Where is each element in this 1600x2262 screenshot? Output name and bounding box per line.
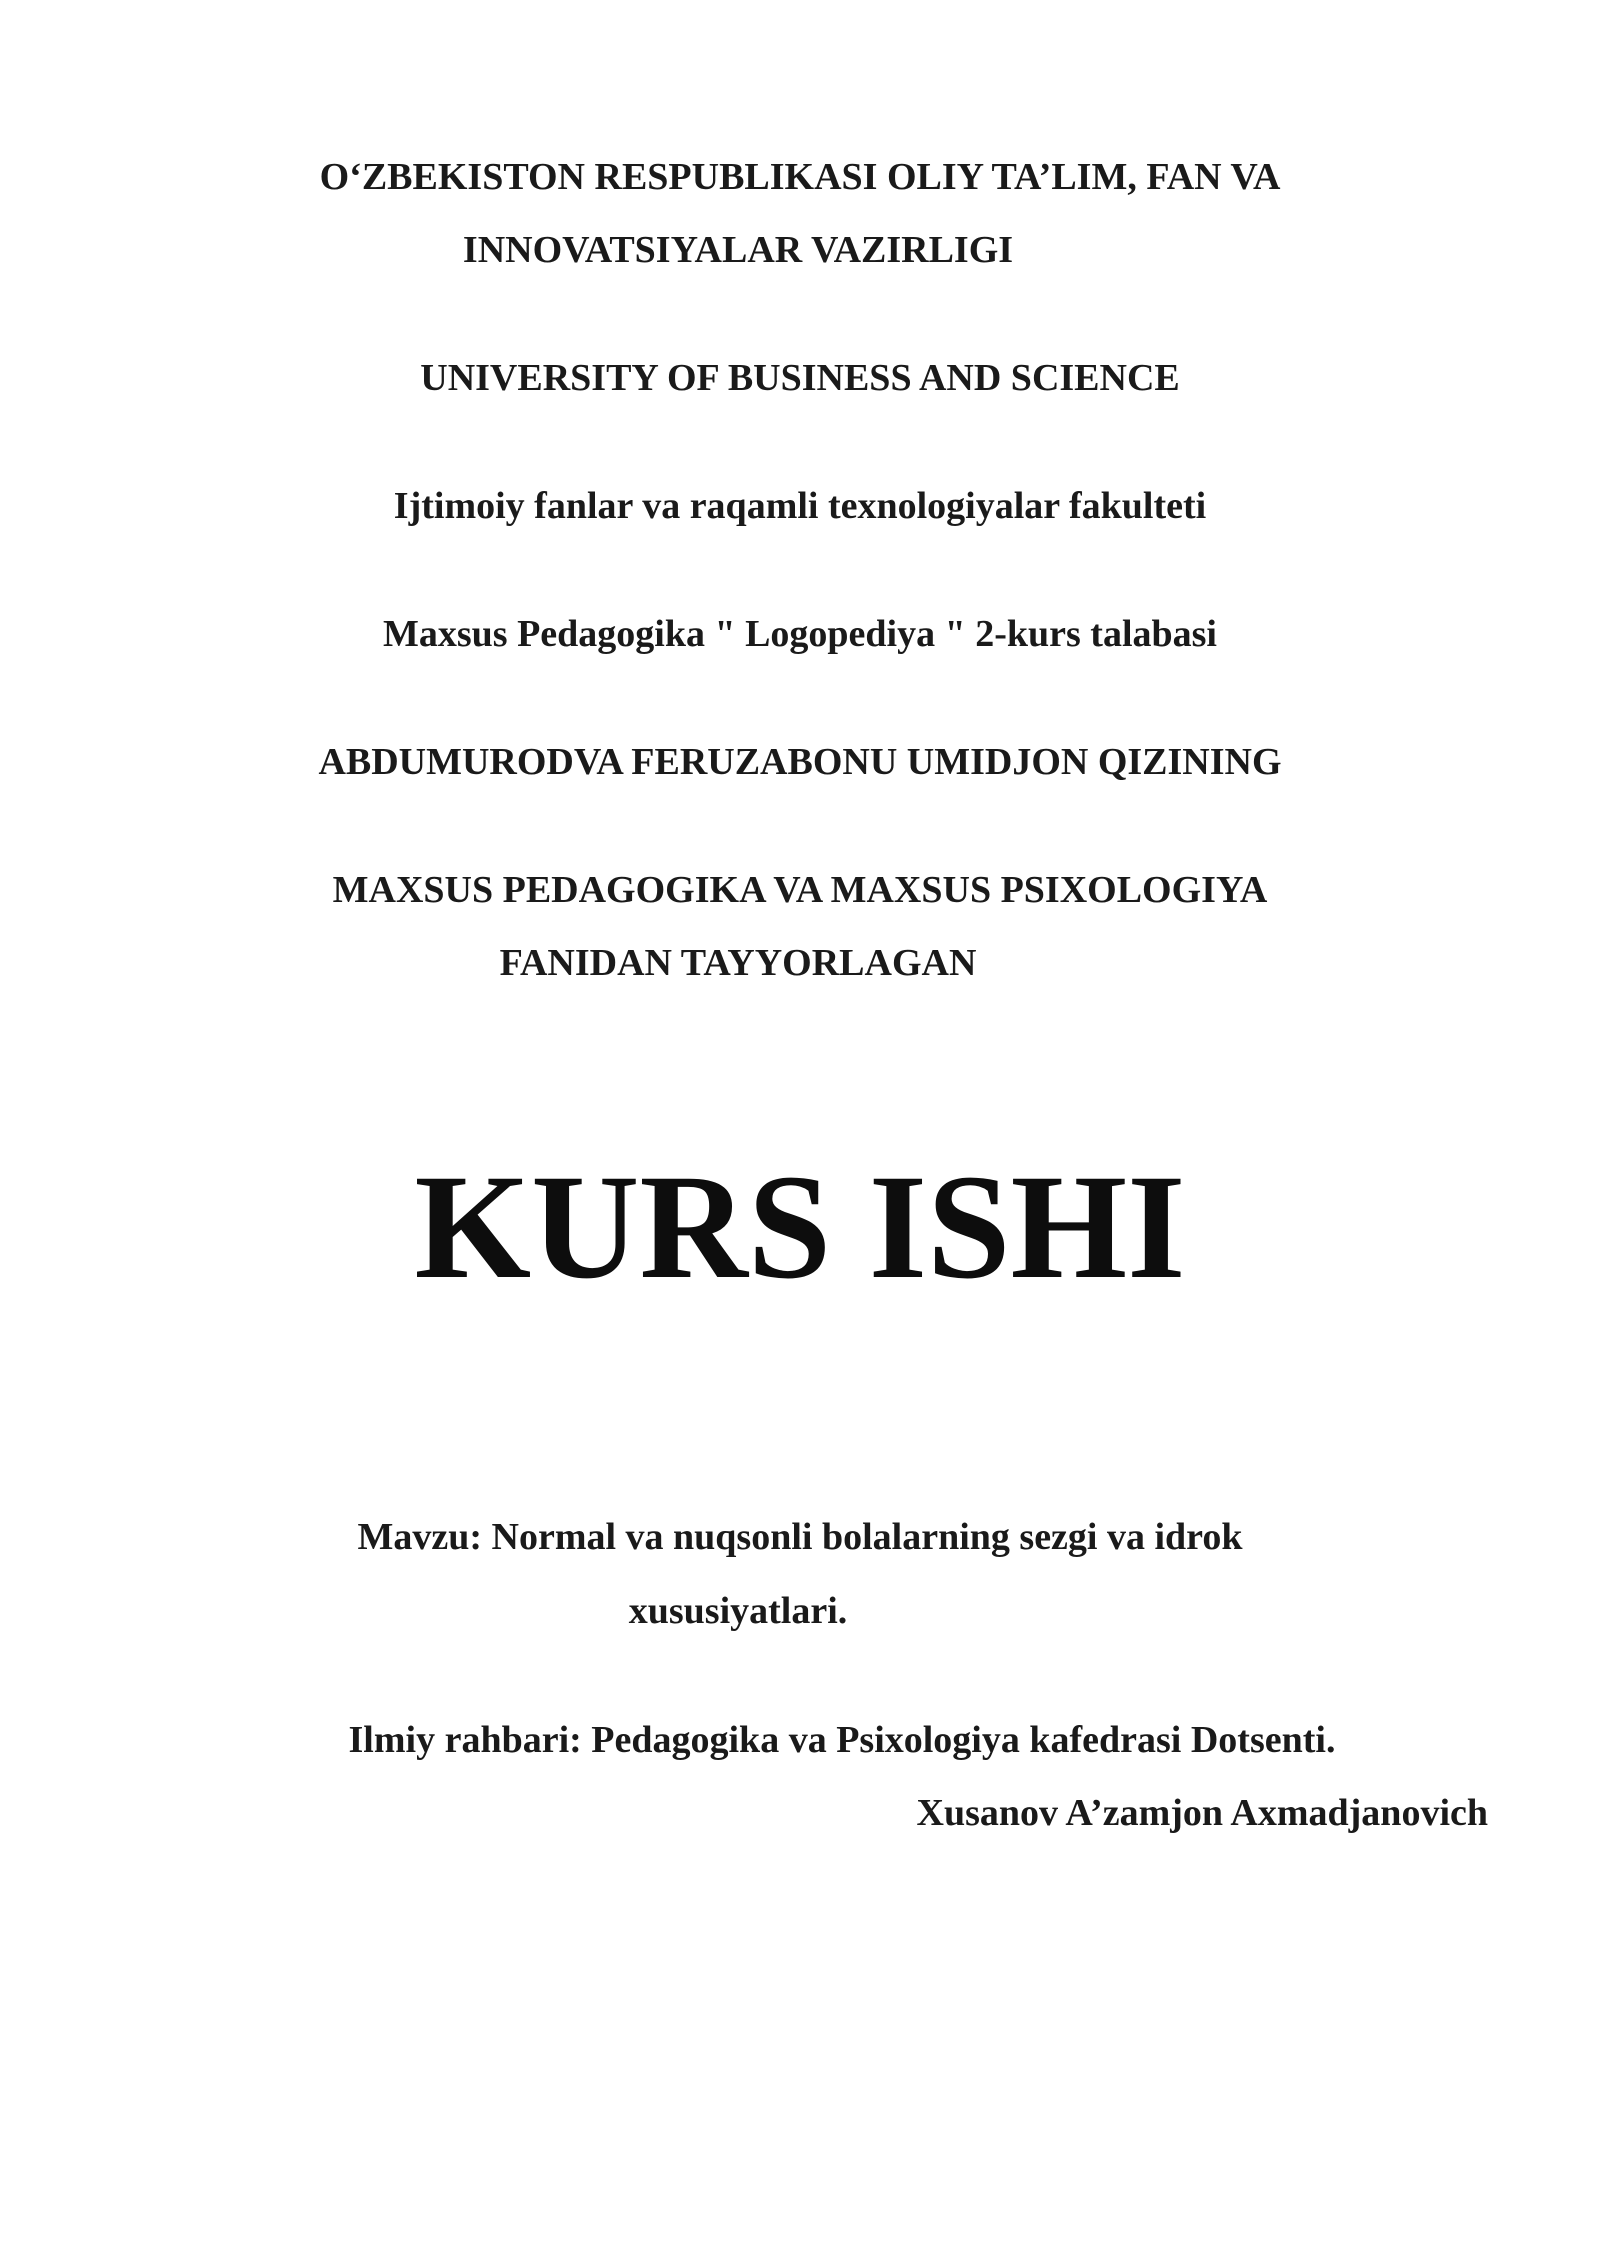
ministry-line-1: O‘ZBEKISTON RESPUBLIKASI OLIY TA’LIM, FAN VA (319, 156, 1281, 198)
supervisor-line-1: Ilmiy rahbari: Pedagogika va Psixologiya kafedrasi Dotsenti. (348, 1719, 1336, 1761)
document-title: KURS ISHI (414, 1144, 1186, 1310)
university-name: UNIVERSITY OF BUSINESS AND SCIENCE (420, 357, 1180, 399)
subject-line-2: FANIDAN TAYYORLAGAN (499, 942, 977, 984)
program-info: Maxsus Pedagogika " Logopediya " 2-kurs talabasi (383, 613, 1217, 655)
topic-line-1: Mavzu: Normal va nuqsonli bolalarning sezgi va idrok (357, 1516, 1243, 1558)
supervisor-name: Xusanov A’zamjon Axmadjanovich (916, 1792, 1488, 1834)
faculty-name: Ijtimoiy fanlar va raqamli texnologiyalar fakulteti (393, 485, 1207, 527)
ministry-line-2: INNOVATSIYALAR VAZIRLIGI (462, 229, 1014, 271)
student-name: ABDUMURODVA FERUZABONU UMIDJON QIZINING (318, 741, 1282, 783)
topic-line-2: xususiyatlari. (628, 1590, 848, 1632)
subject-line-1: MAXSUS PEDAGOGIKA VA MAXSUS PSIXOLOGIYA (332, 869, 1268, 911)
